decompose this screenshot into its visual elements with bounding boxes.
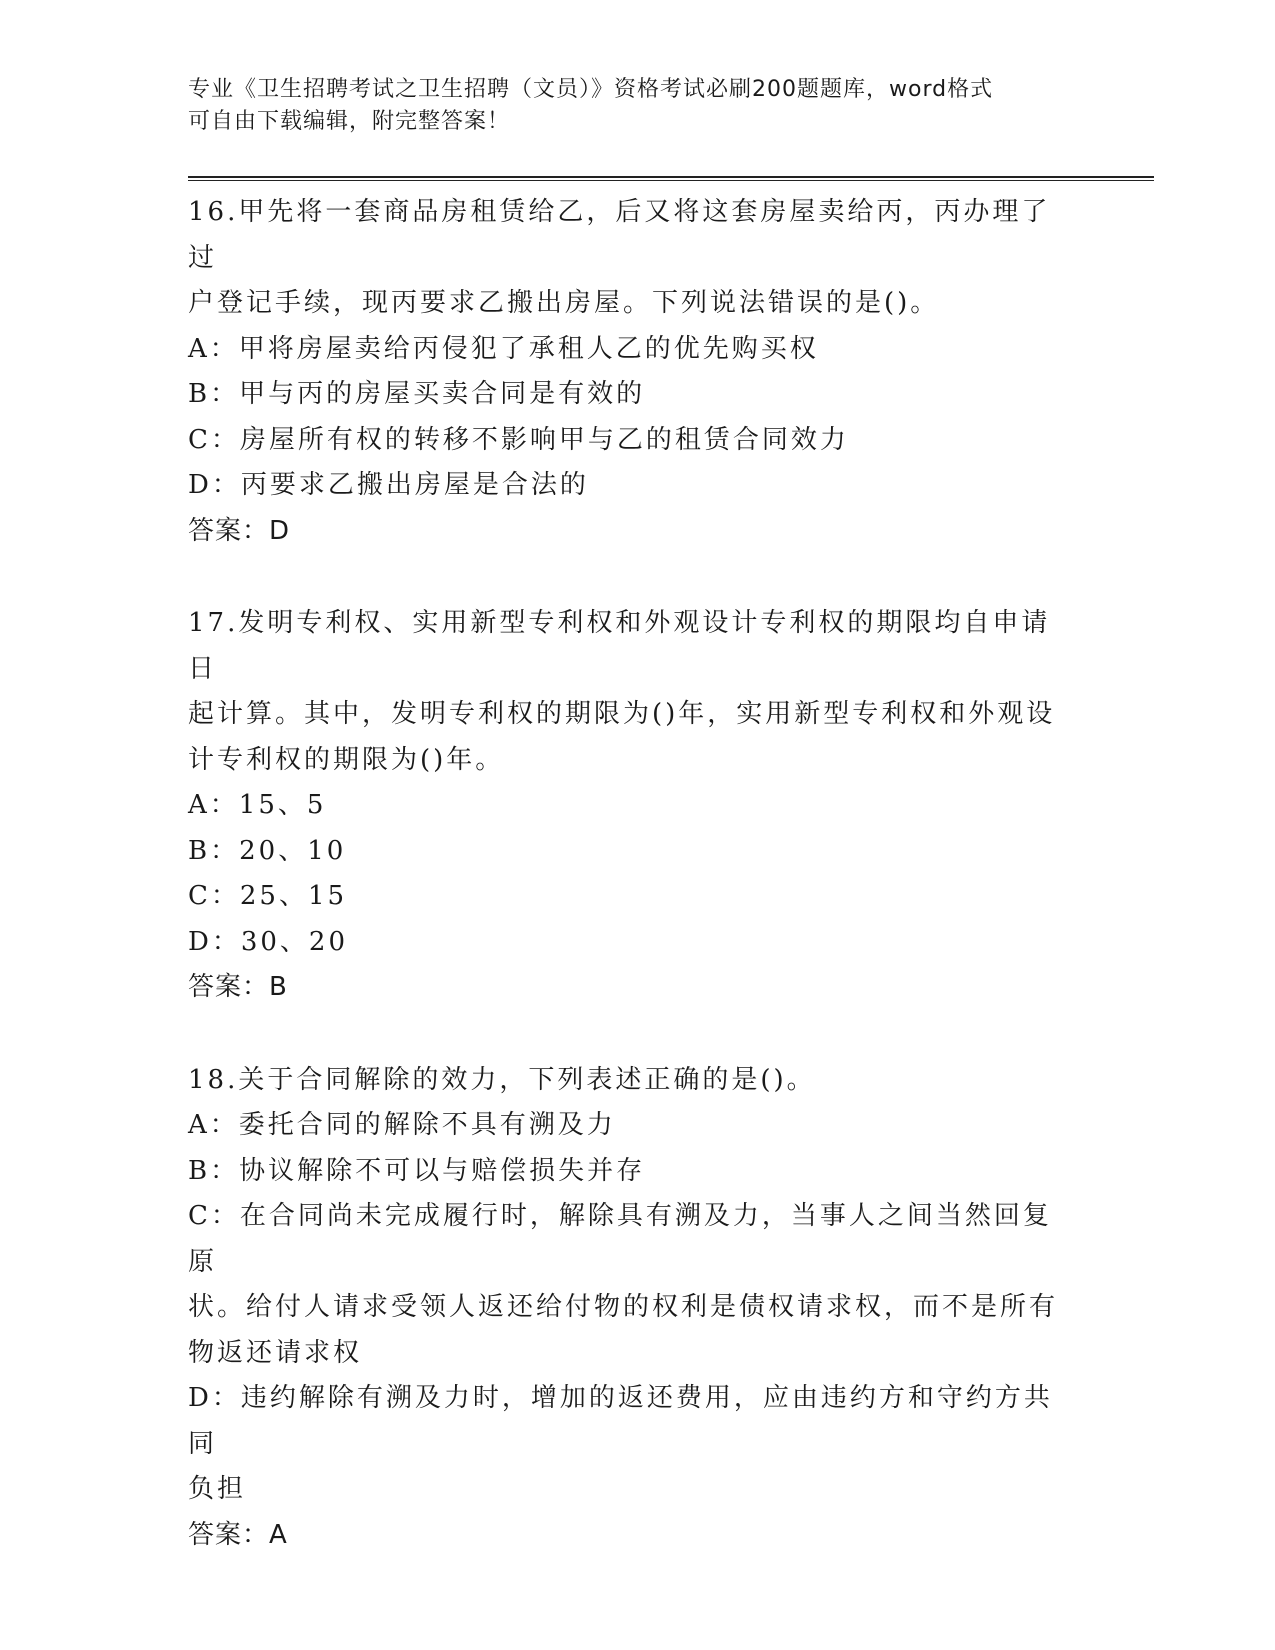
option-line: D：违约解除有溯及力时，增加的返还费用，应由违约方和守约方共同 xyxy=(188,1383,1053,1459)
option-line: D：30、20 xyxy=(188,926,349,957)
question-stem-line: 17.发明专利权、实用新型专利权和外观设计专利权的期限均自申请日 xyxy=(188,608,1051,684)
option-line: C：房屋所有权的转移不影响甲与乙的租赁合同效力 xyxy=(188,424,849,455)
question-stem-line: 户登记手续，现丙要求乙搬出房屋。下列说法错误的是()。 xyxy=(188,288,940,318)
question-block xyxy=(188,601,1078,1011)
question-stem-line: 起计算。其中，发明专利权的期限为()年，实用新型专利权和外观设 xyxy=(188,699,1056,729)
question-list xyxy=(188,190,1078,1558)
answer-line: 答案：B xyxy=(188,972,288,1002)
option-line: 负担 xyxy=(188,1474,247,1504)
option-line: 状。给付人请求受领人返还给付物的权利是债权请求权，而不是所有 xyxy=(188,1292,1059,1322)
option-line: A：委托合同的解除不具有溯及力 xyxy=(188,1110,616,1140)
question-block xyxy=(188,190,1078,554)
question-stem-line: 计专利权的期限为()年。 xyxy=(188,744,505,775)
document-header xyxy=(188,74,1068,138)
question-stem-line: 16.甲先将一套商品房租赁给乙，后又将这套房屋卖给丙，丙办理了过 xyxy=(188,197,1051,273)
option-line: A：甲将房屋卖给丙侵犯了承租人乙的优先购买权 xyxy=(188,333,819,364)
option-line: C：在合同尚未完成履行时，解除具有溯及力，当事人之间当然回复原 xyxy=(188,1201,1052,1277)
option-line: C：25、15 xyxy=(188,881,348,911)
option-line: A：15、5 xyxy=(188,790,327,820)
header-line-2: 可自由下载编辑，附完整答案！ xyxy=(188,109,511,134)
answer-line: 答案：D xyxy=(188,515,291,546)
header-divider xyxy=(188,176,1154,181)
option-line: 物返还请求权 xyxy=(188,1337,363,1368)
option-line: B：甲与丙的房屋买卖合同是有效的 xyxy=(188,379,646,409)
option-line: B：20、10 xyxy=(188,835,347,866)
option-line: B：协议解除不可以与赔偿损失并存 xyxy=(188,1155,646,1186)
question-stem-line: 18.关于合同解除的效力，下列表述正确的是()。 xyxy=(188,1064,816,1095)
header-line-1: 专业《卫生招聘考试之卫生招聘（文员）》资格考试必刷200题题库，word格式 xyxy=(188,77,994,102)
question-block xyxy=(188,1058,1078,1559)
answer-line: 答案：A xyxy=(188,1519,288,1550)
option-line: D：丙要求乙搬出房屋是合法的 xyxy=(188,470,589,500)
